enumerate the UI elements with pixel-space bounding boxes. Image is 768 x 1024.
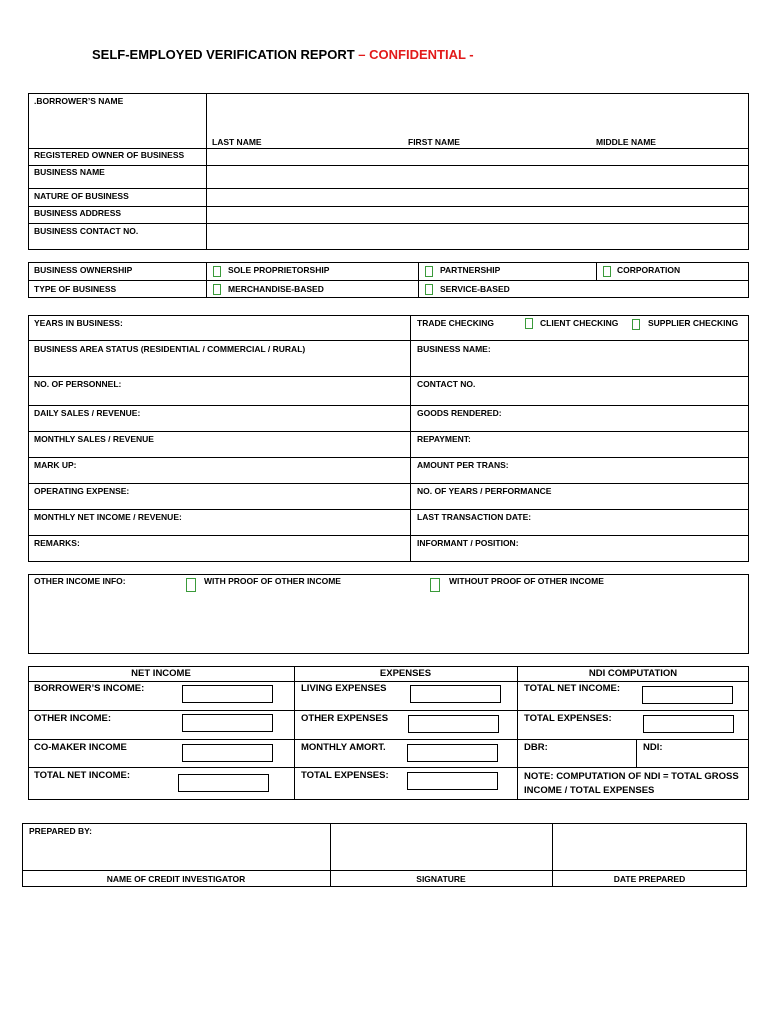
borrowers-income-field[interactable] [182, 685, 273, 703]
business-contact-label: BUSINESS CONTACT NO. [34, 226, 139, 236]
credit-investigator-name-label: NAME OF CREDIT INVESTIGATOR [106, 874, 246, 884]
trade-business-name-label: BUSINESS NAME: [417, 344, 491, 354]
contact-no-label: CONTACT NO. [417, 379, 476, 389]
other-income-field[interactable] [182, 714, 273, 732]
corporation-label: CORPORATION [617, 265, 681, 275]
business-address-label: BUSINESS ADDRESS [34, 208, 122, 218]
service-based-label: SERVICE-BASED [440, 284, 510, 294]
other-expenses-field[interactable] [408, 715, 499, 733]
business-name-label: BUSINESS NAME [34, 167, 105, 177]
total-expenses-field[interactable] [407, 772, 498, 790]
co-maker-income-label: CO-MAKER INCOME [34, 742, 127, 753]
sole-proprietorship-checkbox[interactable] [213, 266, 221, 277]
total-net-income-field[interactable] [178, 774, 269, 792]
borrower-name-label: .BORROWER’S NAME [34, 96, 124, 106]
total-expenses-label: TOTAL EXPENSES: [301, 770, 389, 781]
middle-name-label: MIDDLE NAME [596, 137, 656, 147]
net-income-header: NET INCOME [131, 668, 191, 679]
informant-position-label: INFORMANT / POSITION: [417, 538, 519, 548]
other-income-amount-label: OTHER INCOME: [34, 713, 112, 724]
monthly-amort-label: MONTHLY AMORT. [301, 742, 386, 753]
ndi-total-expenses-field[interactable] [643, 715, 734, 733]
client-checking-checkbox[interactable] [525, 318, 533, 329]
merchandise-based-label: MERCHANDISE-BASED [228, 284, 324, 294]
expenses-header: EXPENSES [379, 668, 432, 679]
page-title [92, 47, 474, 62]
operating-expense-label: OPERATING EXPENSE: [34, 486, 130, 496]
trade-checking-label: TRADE CHECKING [417, 318, 494, 328]
sole-proprietorship-label: SOLE PROPRIETORSHIP [228, 265, 330, 275]
dbr-label: DBR: [524, 742, 548, 753]
other-expenses-label: OTHER EXPENSES [301, 713, 389, 724]
confidential-label: – CONFIDENTIAL - [358, 47, 474, 62]
without-proof-label: WITHOUT PROOF OF OTHER INCOME [449, 576, 604, 586]
years-performance-label: NO. OF YEARS / PERFORMANCE [417, 486, 552, 496]
partnership-label: PARTNERSHIP [440, 265, 501, 275]
amount-per-trans-label: AMOUNT PER TRANS: [417, 460, 509, 470]
other-income-label: OTHER INCOME INFO: [34, 576, 126, 586]
business-ownership-label: BUSINESS OWNERSHIP [34, 265, 133, 275]
ndi-note: NOTE: COMPUTATION OF NDI = TOTAL GROSS INCOME / TOTAL EXPENSES [524, 771, 739, 796]
remarks-label: REMARKS: [34, 538, 80, 548]
monthly-amort-field[interactable] [407, 744, 498, 762]
signature-label: SIGNATURE [416, 874, 466, 884]
daily-sales-label: DAILY SALES / REVENUE: [34, 408, 141, 418]
service-based-checkbox[interactable] [425, 284, 433, 295]
total-net-income-label: TOTAL NET INCOME: [34, 770, 131, 781]
other-income-section [28, 574, 749, 654]
registered-owner-label: REGISTERED OWNER OF BUSINESS [34, 150, 185, 160]
repayment-label: REPAYMENT: [417, 434, 471, 444]
partnership-checkbox[interactable] [425, 266, 433, 277]
with-proof-checkbox[interactable] [186, 578, 196, 592]
nature-of-business-label: NATURE OF BUSINESS [34, 191, 129, 201]
client-checking-label: CLIENT CHECKING [540, 318, 619, 328]
co-maker-income-field[interactable] [182, 744, 273, 762]
type-of-business-label: TYPE OF BUSINESS [34, 284, 117, 294]
title-main: SELF-EMPLOYED VERIFICATION REPORT [92, 47, 355, 62]
corporation-checkbox[interactable] [603, 266, 611, 277]
living-expenses-field[interactable] [410, 685, 501, 703]
no-of-personnel-label: NO. OF PERSONNEL: [34, 379, 122, 389]
living-expenses-label: LIVING EXPENSES [301, 683, 387, 694]
goods-rendered-label: GOODS RENDERED: [417, 408, 502, 418]
ndi-total-net-income-field[interactable] [642, 686, 733, 704]
supplier-checking-label: SUPPLIER CHECKING [648, 318, 739, 328]
last-name-label: LAST NAME [212, 137, 262, 147]
borrowers-income-label: BORROWER’S INCOME: [34, 683, 145, 694]
ndi-computation-header: NDI COMPUTATION [588, 668, 678, 679]
business-area-status-label: BUSINESS AREA STATUS (RESIDENTIAL / COMMERCIAL / RURAL) [34, 344, 306, 354]
without-proof-checkbox[interactable] [430, 578, 440, 592]
monthly-sales-label: MONTHLY SALES / REVENUE [34, 434, 154, 444]
supplier-checking-checkbox[interactable] [632, 319, 640, 330]
monthly-net-income-label: MONTHLY NET INCOME / REVENUE: [34, 512, 182, 522]
date-prepared-label: DATE PREPARED [613, 874, 686, 884]
ndi-total-net-income-label: TOTAL NET INCOME: [524, 683, 621, 694]
years-in-business-label: YEARS IN BUSINESS: [34, 318, 123, 328]
with-proof-label: WITH PROOF OF OTHER INCOME [204, 576, 341, 586]
last-transaction-date-label: LAST TRANSACTION DATE: [417, 512, 532, 522]
prepared-by-label: PREPARED BY: [29, 826, 92, 836]
mark-up-label: MARK UP: [34, 460, 77, 470]
merchandise-based-checkbox[interactable] [213, 284, 221, 295]
ndi-label: NDI: [643, 742, 663, 753]
first-name-label: FIRST NAME [408, 137, 460, 147]
ndi-total-expenses-label: TOTAL EXPENSES: [524, 713, 612, 724]
